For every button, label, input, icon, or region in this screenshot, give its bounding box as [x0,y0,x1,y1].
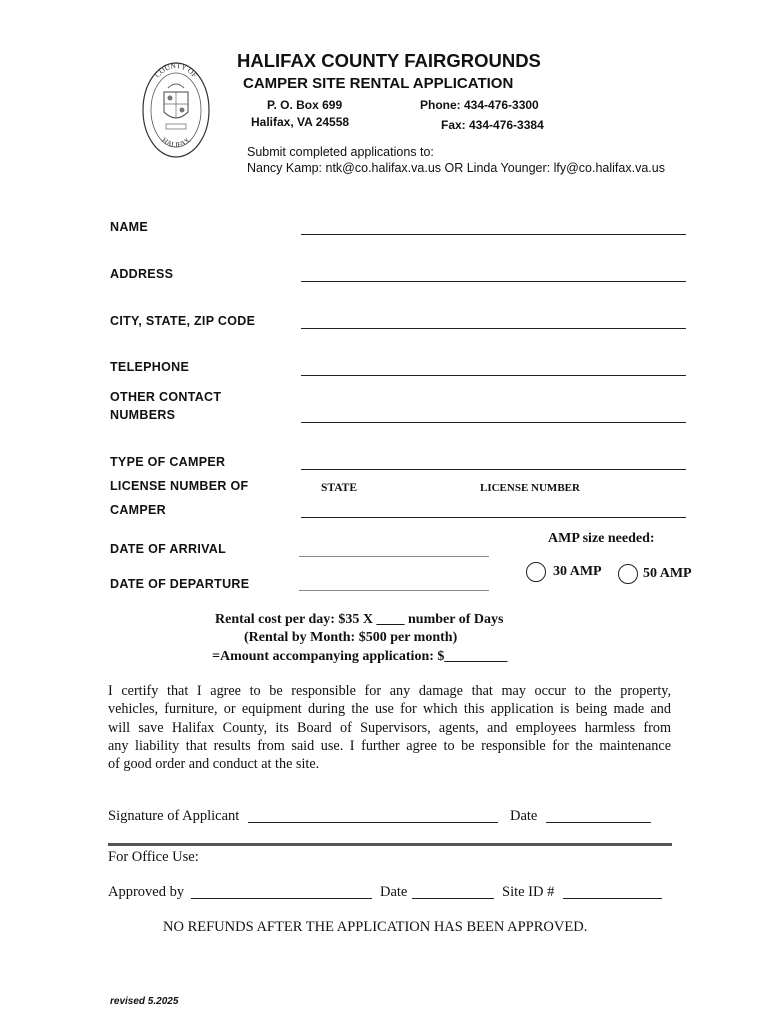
amp-30-label: 30 AMP [553,564,602,579]
license-number-field[interactable] [301,517,686,518]
signature-label: Signature of Applicant [108,808,240,824]
certification-line: vehicles, furniture, or equipment during the use for which this application is being made and [108,701,671,718]
phone-number: Phone: 434-476-3300 [420,98,539,112]
state-sublabel: STATE [321,482,358,494]
amp-50-label: 50 AMP [643,566,692,581]
svg-text:COUNTY OF: COUNTY OF [152,60,200,80]
name-label: NAME [110,220,149,234]
rental-month-line: (Rental by Month: $500 per month) [244,630,458,645]
telephone-label: TELEPHONE [110,360,190,374]
svg-text:HALIFAX: HALIFAX [160,135,192,150]
site-id-label: Site ID # [502,884,555,900]
certification-line: of good order and conduct at the site. [108,756,320,773]
amp-30-radio[interactable] [526,562,546,582]
city-state-zip-field[interactable] [301,328,686,329]
name-field[interactable] [301,234,686,235]
office-date-field[interactable] [412,898,494,899]
certification-paragraph [108,682,671,773]
amp-size-heading: AMP size needed: [548,531,655,546]
no-refunds-notice: NO REFUNDS AFTER THE APPLICATION HAS BEEN APPROVED. [163,919,588,935]
date-of-arrival-label: DATE OF ARRIVAL [110,542,227,556]
site-id-field[interactable] [563,898,662,899]
license-number-label-2: CAMPER [110,503,166,517]
office-use-heading: For Office Use: [108,849,199,865]
rental-cost-line: Rental cost per day: $35 X ____ number of Days [215,612,504,627]
amount-accompanying-line: =Amount accompanying application: $_________ [212,649,508,664]
signature-field[interactable] [248,822,498,823]
city-state-zip-label: CITY, STATE, ZIP CODE [110,314,256,328]
page-subtitle: CAMPER SITE RENTAL APPLICATION [243,75,514,92]
date-of-arrival-field[interactable] [299,556,489,557]
submit-instructions: Submit completed applications to: [247,145,434,159]
amp-50-radio[interactable] [618,564,638,584]
address-label: ADDRESS [110,267,174,281]
license-number-label: LICENSE NUMBER OF [110,479,249,493]
telephone-field[interactable] [301,375,686,376]
po-box: P. O. Box 699 [267,98,343,112]
signature-date-field[interactable] [546,822,651,823]
date-of-departure-label: DATE OF DEPARTURE [110,577,250,591]
type-of-camper-field[interactable] [301,469,686,470]
type-of-camper-label: TYPE OF CAMPER [110,455,226,469]
certification-line: any liability that results from said use. I further agree to be responsible for the maintenance [108,737,671,754]
office-use-divider [108,843,672,846]
contact-emails: Nancy Kamp: ntk@co.halifax.va.us OR Linda Younger: lfy@co.halifax.va.us [247,161,665,175]
page-title: HALIFAX COUNTY FAIRGROUNDS [237,50,541,71]
fax-number: Fax: 434-476-3384 [441,118,544,132]
address-field[interactable] [301,281,686,282]
approved-by-field[interactable] [191,898,372,899]
office-date-label: Date [380,884,408,900]
other-contact-label: OTHER CONTACT [110,390,222,404]
city-address: Halifax, VA 24558 [251,115,350,129]
license-number-sublabel: LICENSE NUMBER [480,482,580,494]
approved-by-label: Approved by [108,884,185,900]
other-contact-field[interactable] [301,422,686,423]
other-contact-label-2: NUMBERS [110,408,176,422]
date-of-departure-field[interactable] [299,590,489,591]
signature-date-label: Date [510,808,538,824]
revision-date: revised 5.2025 [110,996,179,1007]
certification-line: will save Halifax County, its Board of Supervisors, agents, and employees harmless from [108,719,671,736]
certification-line: I certify that I agree to be responsible for any damage that may occur to the property, [108,683,671,699]
county-seal-icon [140,60,212,160]
